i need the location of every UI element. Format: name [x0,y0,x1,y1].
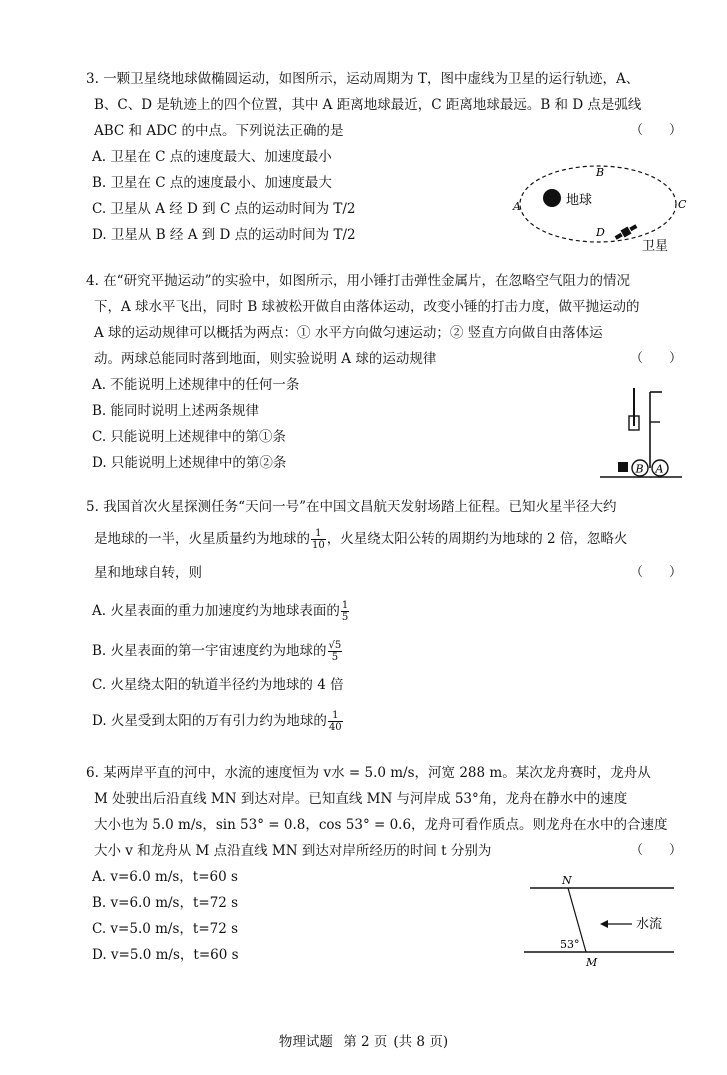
question-5 [86,494,682,734]
q3-stem-line3: ABC 和 ADC 的中点。下列说法正确的是 [94,123,344,139]
q3-answer-paren: （ ） [629,123,682,138]
footer-subject: 物理试题 [278,1034,333,1050]
satellite-label: 卫星 [642,239,669,254]
q5-stem-line3: 星和地球自转，则 [94,565,202,581]
base-block [618,462,628,472]
q4-option-b: B. 能同时说明上述两条规律 [92,403,260,419]
q6-option-b: B. v=6.0 m/s，t=72 s [92,895,239,911]
q4-number: 4. [86,273,99,289]
q5-option-d-text: D. 火星受到太阳的万有引力约为地球的 [92,713,327,729]
q5-answer-paren: （ ） [629,565,682,580]
q3-orbit-figure [510,158,690,258]
flow-label: 水流 [636,917,663,932]
satellite-icon [614,223,639,242]
q5-opt-d-den: 40 [328,722,342,733]
q3-option-b: B. 卫星在 C 点的速度最小、加速度最大 [92,175,332,191]
q5-opt-b-den: 5 [331,652,339,663]
q3-stem [86,66,682,144]
point-b-label: B [596,166,605,179]
q6-stem-line4: 大小 v 和龙舟从 M 点沿直线 MN 到达对岸所经历的时间 t 分别为 [94,843,492,859]
q5-option-d [86,708,682,734]
q6-river-figure [522,874,684,970]
q4-stem-line2: 下，A 球水平飞出，同时 B 球被松开做自由落体运动，改变小锤的打击力度，做平抛运动的 [94,299,640,315]
q5-option-b-text: B. 火星表面的第一宇宙速度约为地球的 [92,643,327,659]
q3-stem-line1: 一颗卫星绕地球做椭圆运动，如图所示，运动周期为 T，图中虚线为卫星的运行轨迹，A、 [103,71,640,87]
flow-arrow-head-icon [600,920,608,928]
q4-answer-paren: （ ） [629,351,682,366]
point-d-label: D [596,226,605,239]
footer-total: (共 8 页) [393,1034,449,1050]
angle-label: 53° [560,938,580,951]
q5-number: 5. [86,499,99,515]
q4-stem-line1: 在“研究平抛运动”的实验中，如图所示，用小锤打击弹性金属片，在忽略空气阻力的情况 [103,273,630,289]
footer-page: 第 2 页 [343,1034,388,1050]
q5-stem-line2-post: ，火星绕太阳公转的周期约为地球的 2 倍，忽略火 [326,531,628,547]
q6-number: 6. [86,765,99,781]
q4-stem-line3: A 球的运动规律可以概括为两点：① 水平方向做匀速运动；② 竖直方向做自由落体运 [94,325,603,341]
q6-stem-line2: M 处驶出后沿直线 MN 到达对岸。已知直线 MN 与河岸成 53°角，龙舟在静水中的速度 [94,791,628,807]
q5-stem-line1: 我国首次火星探测任务“天问一号”在中国文昌航天发射场踏上征程。已知火星半径大约 [103,499,617,515]
point-m-label: M [586,956,598,969]
q5-option-d-fraction [328,710,343,733]
q4-option-d: D. 只能说明上述规律中的第②条 [92,455,287,471]
q5-stem [86,494,682,586]
q5-option-a-text: A. 火星表面的重力加速度约为地球表面的 [92,603,340,619]
q3-stem-line2: B、C、D 是轨迹上的四个位置，其中 A 距离地球最近，C 距离地球最远。B 和 D 点是弧线 [94,97,642,113]
q6-option-d: D. v=5.0 m/s，t=60 s [92,947,239,963]
q6-option-a: A. v=6.0 m/s，t=60 s [92,869,238,885]
q5-option-a-fraction [341,600,349,623]
q6-answer-paren: （ ） [629,843,682,858]
q4-option-c: C. 只能说明上述规律中的第①条 [92,429,286,445]
q5-opt-d-num: 1 [328,710,343,722]
q5-mass-frac-num: 1 [311,528,326,540]
ball-b-label: B [635,462,644,476]
point-n-label: N [562,874,572,887]
ball-a-label: A [655,462,664,476]
question-4 [86,268,682,476]
q5-option-c: C. 火星绕太阳的轨道半径约为地球的 4 倍 [92,677,344,693]
page-footer [0,1030,727,1050]
q3-number: 3. [86,71,99,87]
q5-opt-a-num: 1 [341,600,349,611]
q6-stem-line3: 大小也为 5.0 m/s，sin 53° = 0.8，cos 53° = 0.6，龙舟可看作质点。则龙舟在水中的合速度 [94,817,668,833]
q5-option-a [86,598,682,624]
q5-option-b-fraction [328,640,343,663]
q5-opt-a-den: 5 [341,612,349,623]
q4-stem [86,268,682,372]
q3-option-c: C. 卫星从 A 经 D 到 C 点的运动时间为 T/2 [92,201,356,217]
earth-label: 地球 [566,193,593,208]
q4-stem-line4: 动。两球总能同时落到地面，则实验说明 A 球的运动规律 [94,351,437,367]
q5-opt-b-num: √5 [328,640,342,651]
q3-option-d: D. 卫星从 B 经 A 到 D 点的运动时间为 T/2 [92,227,356,243]
q4-option-a: A. 不能说明上述规律中的任何一条 [92,377,300,393]
q5-stem-line2-pre: 是地球的一半，火星质量约为地球的 [94,531,310,547]
q5-option-b [86,638,682,664]
earth-icon [543,189,561,207]
point-c-label: C [678,198,687,211]
q3-option-a: A. 卫星在 C 点的速度最大、加速度最小 [92,149,332,165]
q6-stem [86,760,682,864]
q6-option-c: C. v=5.0 m/s，t=72 s [92,921,239,937]
q6-stem-line1: 某两岸平直的河中，水流的速度恒为 v水 = 5.0 m/s，河宽 288 m。某次龙舟赛时，龙舟从 [103,765,651,781]
point-a-label: A [513,200,521,213]
q4-apparatus-figure [598,386,684,482]
q5-mass-fraction [311,528,326,551]
q5-mass-frac-den: 10 [312,540,325,551]
